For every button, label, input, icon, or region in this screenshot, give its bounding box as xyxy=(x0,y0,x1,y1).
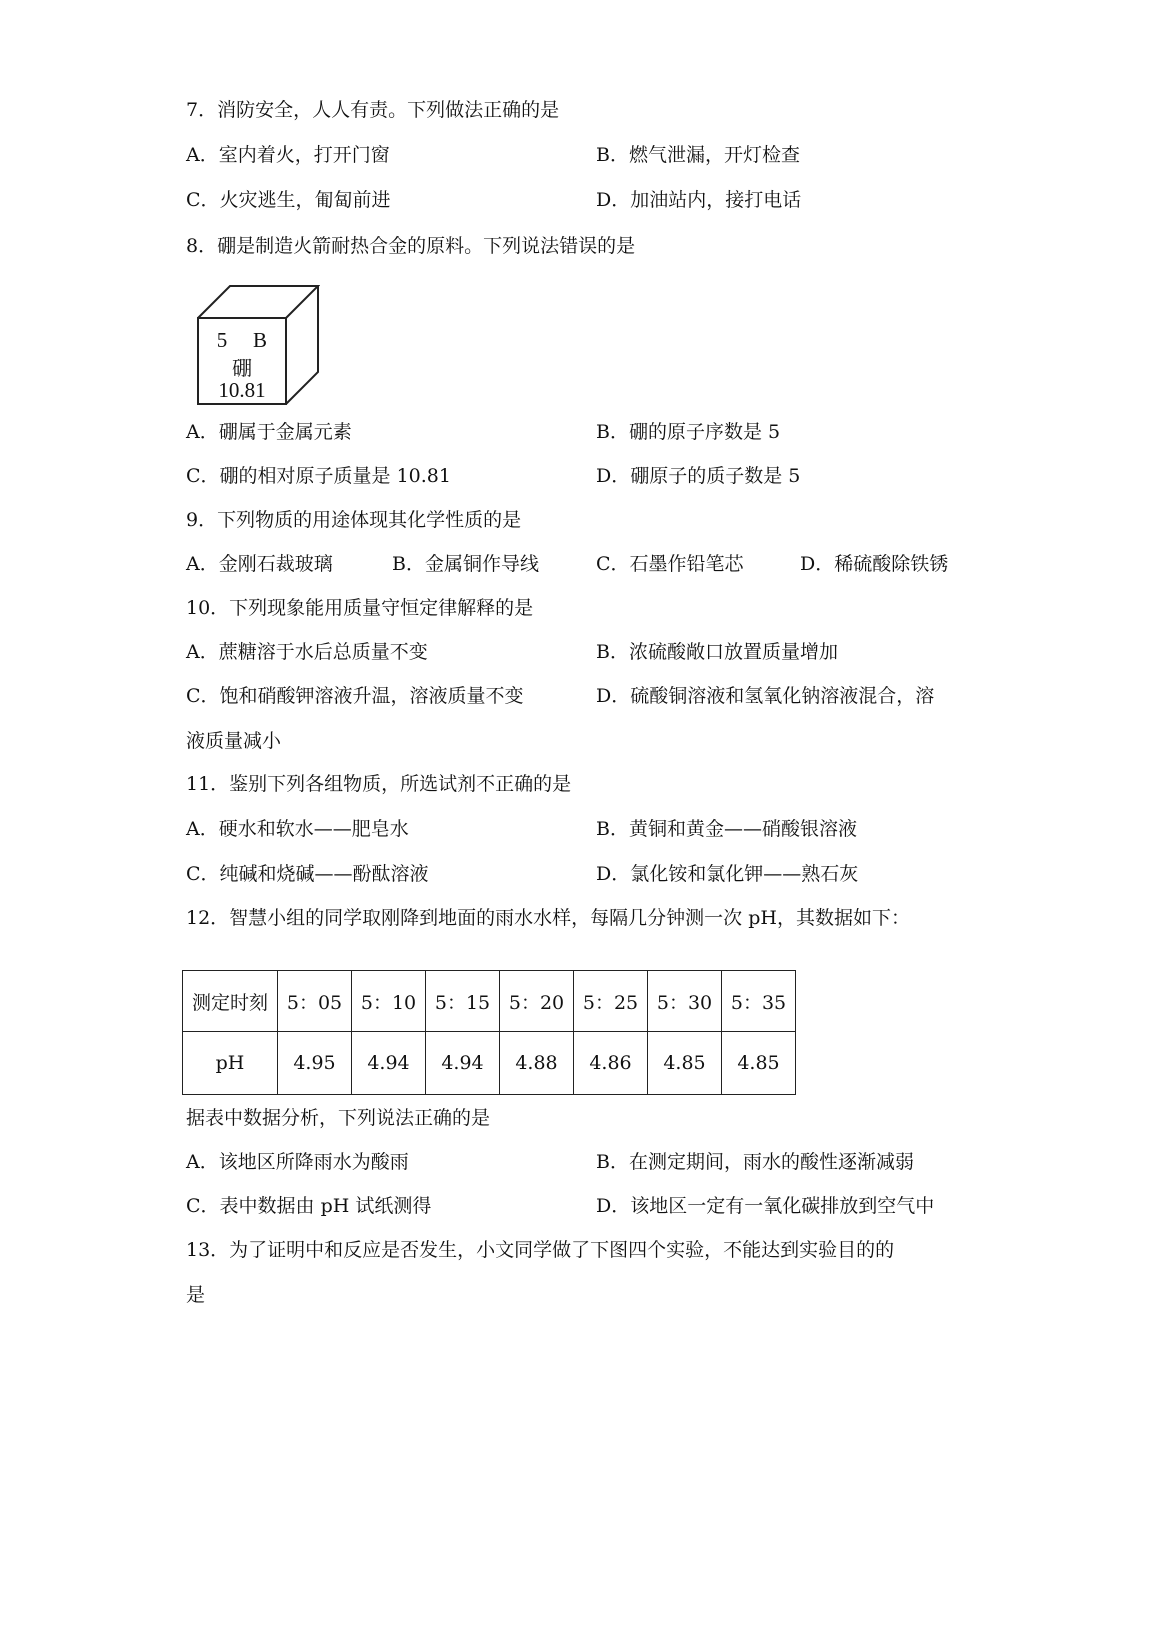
table-cell-time: 5：10 xyxy=(352,971,426,1032)
q10-option-a: A．蔗糖溶于水后总质量不变 xyxy=(186,641,428,663)
q10-option-d-line2: 液质量减小 xyxy=(186,730,282,752)
table-cell-ph: 4.94 xyxy=(352,1032,426,1095)
q12-option-a: A．该地区所降雨水为酸雨 xyxy=(186,1151,409,1173)
q7-option-c: C．火灾逃生，匍匐前进 xyxy=(186,189,391,211)
q10-option-c: C．饱和硝酸钾溶液升温，溶液质量不变 xyxy=(186,685,524,707)
table-cell-ph: 4.86 xyxy=(574,1032,648,1095)
table-header-ph: pH xyxy=(183,1032,278,1095)
ph-data-table xyxy=(182,970,796,1095)
table-row-time xyxy=(183,971,796,1032)
q7-option-d: D．加油站内，接打电话 xyxy=(596,189,802,211)
element-atomic-number: 5 xyxy=(216,328,228,352)
q9-option-a: A．金刚石裁玻璃 xyxy=(186,553,333,575)
q10-stem: 10．下列现象能用质量守恒定律解释的是 xyxy=(186,597,534,619)
table-cell-ph: 4.94 xyxy=(426,1032,500,1095)
q11-stem: 11．鉴别下列各组物质，所选试剂不正确的是 xyxy=(186,773,572,795)
table-cell-time: 5：20 xyxy=(500,971,574,1032)
q13-stem-line1: 13．为了证明中和反应是否发生，小文同学做了下图四个实验，不能达到实验目的的 xyxy=(186,1239,895,1261)
table-cell-time: 5：15 xyxy=(426,971,500,1032)
q7-option-a: A．室内着火，打开门窗 xyxy=(186,144,390,166)
q11-option-b: B．黄铜和黄金——硝酸银溶液 xyxy=(596,818,857,840)
q11-option-a: A．硬水和软水——肥皂水 xyxy=(186,818,409,840)
table-cell-time: 5：35 xyxy=(722,971,796,1032)
q9-stem: 9．下列物质的用途体现其化学性质的是 xyxy=(186,509,522,531)
q12-stem: 12．智慧小组的同学取刚降到地面的雨水水样，每隔几分钟测一次 pH，其数据如下： xyxy=(186,907,910,929)
q8-option-a: A．硼属于金属元素 xyxy=(186,421,352,443)
element-symbol: B xyxy=(252,328,267,352)
q8-option-d: D．硼原子的质子数是 5 xyxy=(596,465,801,487)
table-cell-time: 5：05 xyxy=(278,971,352,1032)
table-cell-ph: 4.85 xyxy=(722,1032,796,1095)
q13-stem-line2: 是 xyxy=(186,1284,206,1306)
element-atomic-mass: 10.81 xyxy=(218,378,266,402)
q9-option-c: C．石墨作铅笔芯 xyxy=(596,553,744,575)
table-cell-time: 5：30 xyxy=(648,971,722,1032)
q12-option-b: B．在测定期间，雨水的酸性逐渐减弱 xyxy=(596,1151,914,1173)
q8-option-b: B．硼的原子序数是 5 xyxy=(596,421,781,443)
table-header-time: 测定时刻 xyxy=(183,971,278,1032)
table-cell-ph: 4.95 xyxy=(278,1032,352,1095)
q11-option-d: D．氯化铵和氯化钾——熟石灰 xyxy=(596,863,859,885)
q10-option-b: B．浓硫酸敞口放置质量增加 xyxy=(596,641,838,663)
table-cell-time: 5：25 xyxy=(574,971,648,1032)
q8-option-c: C．硼的相对原子质量是 10.81 xyxy=(186,465,451,487)
table-cell-ph: 4.85 xyxy=(648,1032,722,1095)
q9-option-b: B．金属铜作导线 xyxy=(392,553,539,575)
table-cell-ph: 4.88 xyxy=(500,1032,574,1095)
q11-option-c: C．纯碱和烧碱——酚酞溶液 xyxy=(186,863,429,885)
q7-option-b: B．燃气泄漏，开灯检查 xyxy=(596,144,800,166)
q9-option-d: D．稀硫酸除铁锈 xyxy=(800,553,949,575)
q7-stem: 7．消防安全，人人有责。下列做法正确的是 xyxy=(186,99,560,121)
q8-stem: 8．硼是制造火箭耐热合金的原料。下列说法错误的是 xyxy=(186,235,636,257)
q10-option-d-line1: D．硫酸铜溶液和氢氧化钠溶液混合，溶 xyxy=(596,685,935,707)
q12-option-c: C．表中数据由 pH 试纸测得 xyxy=(186,1195,432,1217)
boron-element-card xyxy=(196,284,320,408)
q12-after-table: 据表中数据分析，下列说法正确的是 xyxy=(186,1107,491,1129)
q12-option-d: D．该地区一定有一氧化碳排放到空气中 xyxy=(596,1195,935,1217)
table-row-ph xyxy=(183,1032,796,1095)
element-name: 硼 xyxy=(232,356,252,380)
